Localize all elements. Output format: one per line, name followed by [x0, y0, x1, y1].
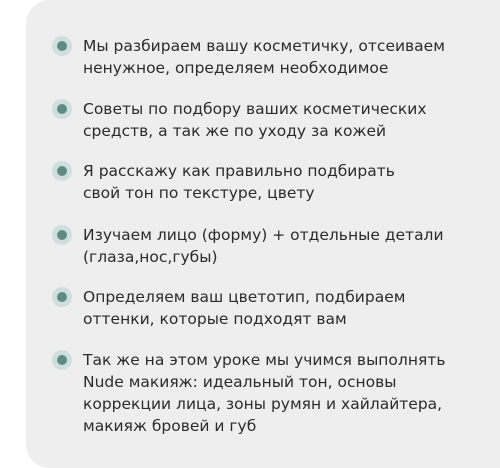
radio-dot-icon: [52, 161, 72, 181]
list-item-text: Изучаем лицо (форму) + отдельные детали (глаза,нос,губы): [83, 226, 444, 266]
list-item-text: Определяем ваш цветотип, подбираем оттенки, которые подходят вам: [83, 288, 406, 328]
radio-dot-icon: [52, 99, 72, 119]
radio-dot-icon: [52, 36, 72, 56]
list-item-text: Советы по подбору ваших косметических средств, а так же по уходу за кожей: [83, 100, 427, 140]
list-item-text: Так же на этом уроке мы учимся выполнять Nude макияж: идеальный тон, основы коррекции лица, зоны румян и хайлайтера, макияж бровей и губ: [83, 351, 446, 435]
radio-dot-icon: [52, 287, 72, 307]
list-item-text: Я расскажу как правильно подбирать свой тон по текстуре, цвету: [83, 162, 395, 202]
list-item-text: Мы разбираем вашу косметичку, отсеиваем ненужное, определяем необходимое: [83, 37, 445, 77]
radio-dot-icon: [52, 350, 72, 370]
radio-dot-icon: [52, 225, 72, 245]
